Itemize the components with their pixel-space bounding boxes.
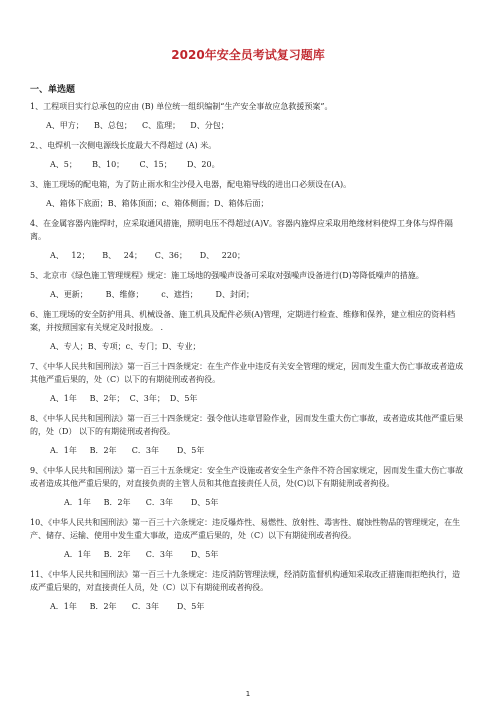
question-text: 11、《中华人民共和国刑法》第一百三十九条规定：违反消防管理法规，经消防监督机构通知采取改正措施而拒绝执行，造成严重后果的，对直接责任人员，处（C）以下有期徒刑或者拘役。 [30,570,461,592]
page-title: 2020年安全员考试复习题库 [171,48,325,62]
question-options: A、专人；B、专项；c、专门；D、专业； [50,342,201,351]
question-text: 7、《中华人民共和国刑法》第一百三十四条规定：在生产作业中违反有关安全管理的规定，因而发生重大伤亡事故或者造成其他严重后果的，处（C）以下的有期徒刑或者拘役。 [30,362,464,384]
question-text: 2、、电焊机一次侧电源线长度最大不得超过 (A) 米。 [30,141,217,150]
question-options: A、1年 B、2年； C、3年； D、5年 [50,394,198,403]
question-text: 5、北京市《绿色施工管理规程》规定：施工场地的强噪声设备可采取对强噪声设备进行(D)等降低噪声的措施。 [30,271,424,280]
question-text: 1、工程项目实行总承包的应由 (B) 单位统一组织编制“生产安全事故应急救援预案”。 [30,102,333,111]
question-options: A．1年 B．2年 C．3年 D、5年 [64,550,219,559]
question-options: A．1年 B．2年 C．3年 D、5年 [64,498,219,507]
page-number: 1 [245,690,251,698]
question-options: A、 12； B、 24； C、36； D、 220； [50,251,246,260]
section-heading: 一、单选题 [30,85,76,95]
question-text: 8、《中华人民共和国刑法》第一百三十四条规定：强令他认违章冒险作业，因而发生重大伤亡事故，或者造成其他严重后果的，处（D） 以下的有期徒刑或者拘役。 [30,414,464,436]
question-options: A、5； B、10； C、15； D、20。 [50,160,220,169]
question-options: A、甲方； B、总包； C、监理； D、分包； [46,121,229,130]
question-text: 10、《中华人民共和国刑法》第一百三十六条规定：违反爆炸性、易燃性、放射性、毒害性、腐蚀性物品的管理规定，在生产、储存、运输、使用中发生重大事故，造成严重后果的，处（C）以下有期徒刑或者拘役。 [30,518,461,540]
question-text: 4、在金属容器内施焊时，应采取通风措施，照明电压不得超过(A)V。容器内施焊应采取用绝缘材料使焊工身体与焊件隔离。 [30,219,453,241]
question-text: 3、施工现场的配电箱，为了防止雨水和尘沙侵入电器，配电箱导线的进出口必须设在(A)。 [30,180,352,189]
question-options: A、箱体下底面；B、箱体顶面；c、箱体侧面；D、箱体后面； [46,199,269,208]
question-options: A．1年 B．2年 C．3年 D、5年 [50,446,205,455]
question-text: 9、《中华人民共和国刑法》第一百三十五条规定：安全生产设施或者安全生产条件不符合国家规定，因而发生重大伤亡事故或者造成其他严重后果的，对直接负责的主管人员和其他直接责任人员，处(C)以下有期徒刑或者拘役。 [30,466,464,488]
question-text: 6、施工现场的安全防护用具、机械设备、施工机具及配件必须(A)管理，定期进行检查、维修和保养，建立相应的资料档案，并按照国家有关规定及时报废。 . [30,310,456,332]
question-list [30,100,466,613]
question-options: A．1年 B．2年 C．3年 D、5年 [50,602,205,611]
question-options: A、更新； B、维修； c、遮挡； D、封闭； [50,290,254,299]
